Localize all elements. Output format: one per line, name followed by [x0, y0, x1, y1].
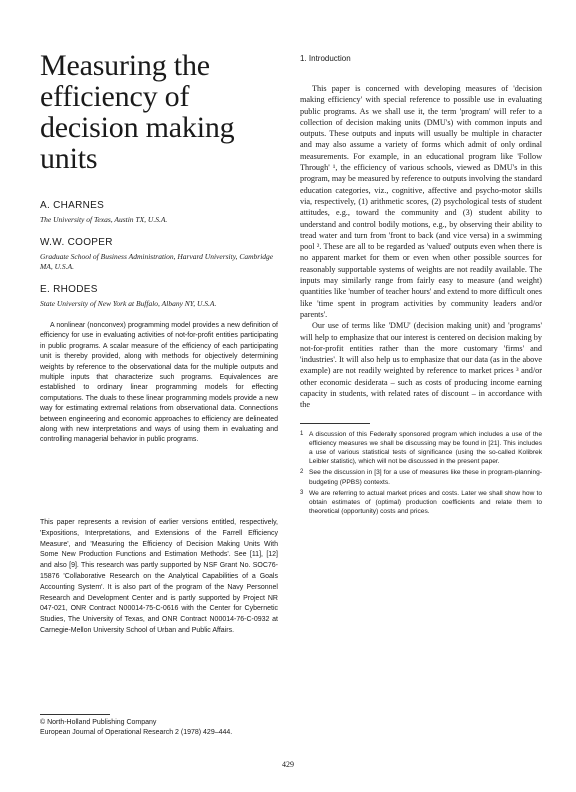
body-paragraph: This paper is concerned with developing measures of 'decision making efficiency' with special reference to possible use in evaluating public programs. As we shall use it, the term 'program' will refer to a collection of decision making units (DMU's) with common inputs and outputs. These outputs and inputs will usually be multiple in character and may also assume a variety of forms which admit of only ordinal measurements. For example, in an educational program like 'Follow Through' ¹, the efficiency of various schools, viewed as DMU's in this program, may be measured by reference to outputs involving the standard education categories, viz., cognitive, affective and psycho-motor skills via, respectively, (1) arithmetic scores, (2) psychological tests of student attitudes, e.g., toward the community and (3) student ability to understand and control bodily motions, e.g., by observing their ability to tread water and turn from 'front to back (and vice versa) in a swimming pool ². These are all to be regarded as 'valued' outputs even when there is no apparent market for them or even when other possible sources for reasonably supportable systems of weights are not readily available. The inputs may similarly range from fairly easy to measure (and weight) quantities like 'number of teacher hours' and extend to more difficult ones like 'time spent in program activities by community leaders and/or parents'.	[300, 84, 542, 319]
divider	[40, 714, 110, 715]
left-column	[40, 50, 278, 446]
author-block	[40, 284, 278, 309]
page-number: 429	[282, 760, 294, 769]
right-column	[300, 50, 542, 518]
footnote	[300, 489, 542, 517]
copyright-line: © North-Holland Publishing Company	[40, 719, 157, 726]
author-name: E. RHODES	[40, 284, 98, 295]
footnote-text: We are referring to actual market prices and costs. Later we shall show how to obtain estimates of (optimal) production coefficients and relate them to theoretical (opportunity) costs and prices.	[309, 489, 542, 516]
author-name: W.W. COOPER	[40, 237, 113, 248]
title-line: units	[40, 142, 98, 175]
body-paragraph: Our use of terms like 'DMU' (decision making unit) and 'programs' will help to emphasize that our interest is centered on decision making by not-for-profit entities rather than the more customary 'firms' and 'industries'. It will also help us to emphasize that our data (as in the above example) are not readily weighted by reference to market prices ³ and/or other economic desiderata – such as costs of producing income earning capacity in students, with related rates of discount – in accordance with the	[300, 321, 542, 410]
author-block	[40, 200, 278, 225]
section-heading: 1. Introduction	[300, 54, 351, 63]
footnote	[300, 430, 542, 467]
footnote-divider	[300, 423, 370, 424]
footnote-text: A discussion of this Federally sponsored program which includes a use of the efficiency measures we shall be discussing may be found in [21]. This includes a use of various statistical tests of significance (using the so-called Kolibrek Leibler statistic), which will not be discussed in the present paper.	[309, 430, 542, 466]
footnote-number: 3	[300, 489, 304, 496]
revision-note: This paper represents a revision of earlier versions entitled, respectively, 'Expositions, Interpretations, and Extensions of the Farrell Efficiency Measure', and 'Measuring the Efficiency of Decision Making Units With Some New Production Functions and Estimation Methods'. See [11], [12] and also [9]. This research was partly supported by NSF Grant No. SOC76-15876 'Collaborative Research on the Analytical Capabilities of a Goals Accounting System'. It is also part of the program of the Navy Personnel Research and Development Center and is partly supported by Project NR 047-021, ONR Contract N00014-75-C-0616 with the Center for Cybernetic Studies, The University of Texas, and ONR Contract N00014-76-C-0932 at Carnegie-Mellon University School of Urban and Public Affairs.	[40, 519, 278, 634]
footnote-number: 1	[300, 430, 304, 437]
title-line: decision making	[40, 111, 235, 144]
publication-info	[40, 718, 290, 738]
paper-title	[40, 50, 278, 174]
author-affiliation: The University of Texas, Austin TX, U.S.A.	[40, 215, 168, 224]
journal-reference: European Journal of Operational Research 2 (1978) 429–444.	[40, 729, 233, 736]
author-affiliation: State University of New York at Buffalo, Albany NY, U.S.A.	[40, 299, 217, 308]
author-block	[40, 237, 278, 272]
footnote-number: 2	[300, 469, 304, 476]
title-line: Measuring the	[40, 49, 210, 82]
author-affiliation: Graduate School of Business Administration, Harvard University, Cambridge MA, U.S.A.	[40, 252, 274, 271]
title-line: efficiency of	[40, 80, 190, 113]
abstract: A nonlinear (nonconvex) programming model provides a new definition of efficiency for use in evaluating activities of not-for-profit entities participating in public programs. A scalar measure of the efficiency of each participating unit is thereby provided, along with methods for objectively determining weights by reference to the observational data for the multiple outputs and multiple inputs that characterize such programs. Equivalences are established to ordinary linear programming models for effecting computations. The duals to these linear programming models provide a new way for estimating extremal relations from observational data. Connections between engineering and economic approaches to efficiency are delineated along with new interpretations and ways of using them in evaluating and controlling managerial behavior in public programs.	[40, 322, 278, 444]
footnote-text: See the discussion in [3] for a use of measures like these in program-planning-budgeting (PPBS) contexts.	[309, 469, 542, 486]
footnote	[300, 468, 542, 486]
author-name: A. CHARNES	[40, 200, 105, 211]
